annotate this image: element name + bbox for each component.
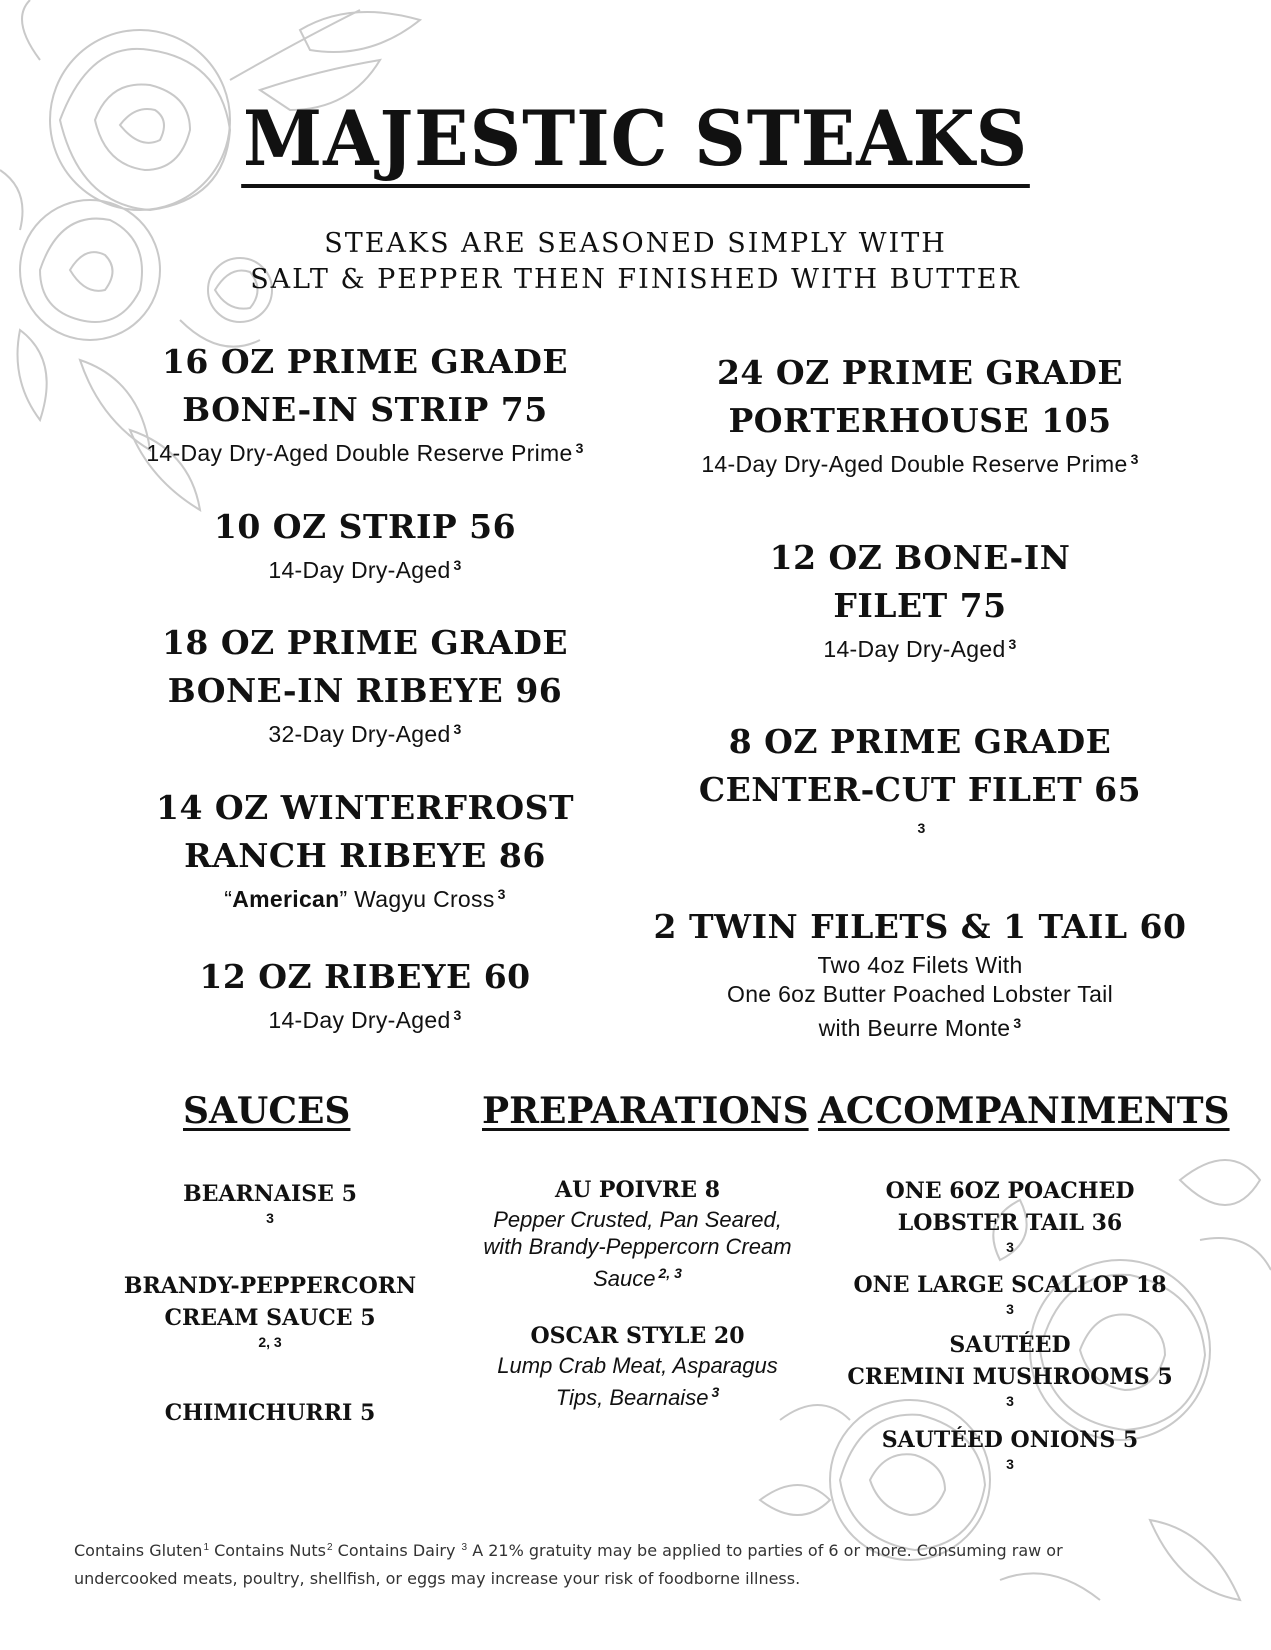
preparation-item: AU POIVRE 8 Pepper Crusted, Pan Seared, with Brandy-Peppercorn Cream Sauce $^{2, 3}$ xyxy=(483,1177,792,1291)
preparations-heading: PREPARATIONS xyxy=(482,1090,809,1132)
steak-item: 24 OZ PRIME GRADE PORTERHOUSE 105 14-Day Dry-Aged Double Reserve Prime $^3$ xyxy=(701,353,1139,477)
steak-item: 16 OZ PRIME GRADE BONE-IN STRIP 75 14-Day Dry-Aged Double Reserve Prime $^3$ xyxy=(146,342,584,466)
steak-item: 14 OZ WINTERFROST RANCH RIBEYE 86 “American” Wagyu Cross $^3$ xyxy=(155,788,575,912)
sauce-item: BEARNAISE 5 3 xyxy=(183,1181,357,1226)
accompaniment-item: ONE 6OZ POACHED LOBSTER TAIL 36 3 xyxy=(885,1178,1135,1255)
accompaniments-heading: ACCOMPANIMENTS xyxy=(818,1090,1230,1132)
steak-item: 18 OZ PRIME GRADE BONE-IN RIBEYE 96 32-Day Dry-Aged $^3$ xyxy=(161,623,569,747)
accompaniment-item: ONE LARGE SCALLOP 18 3 xyxy=(853,1272,1167,1317)
accompaniment-item: SAUTÉED CREMINI MUSHROOMS 5 3 xyxy=(847,1332,1173,1409)
steak-item: 12 OZ RIBEYE 60 14-Day Dry-Aged $^3$ xyxy=(199,957,531,1033)
seasoning-note: STEAKS ARE SEASONED SIMPLY WITH SALT & PEPPER THEN FINISHED WITH BUTTER xyxy=(250,228,1021,295)
steak-item: 8 OZ PRIME GRADE CENTER-CUT FILET 65 $^3$ xyxy=(698,722,1142,836)
sauces-heading: SAUCES xyxy=(183,1090,351,1132)
steak-item: 2 TWIN FILETS & 1 TAIL 60 Two 4oz Filets With One 6oz Butter Poached Lobster Tail with Beurre Monte $^3$ xyxy=(653,907,1187,1041)
steak-item: 10 OZ STRIP 56 14-Day Dry-Aged $^3$ xyxy=(213,507,517,583)
accompaniment-item: SAUTÉED ONIONS 5 3 xyxy=(881,1427,1139,1472)
allergen-footer: Contains Gluten$^1$ Contains Nuts$^2$ Contains Dairy $^3$ A 21% gratuity may be applied to parties of 6 or more. Consuming raw or undercooked meats, poultry, shellfish, or eggs may increase your risk of foodborne illness. xyxy=(74,1541,1063,1588)
steak-item: 12 OZ BONE-IN FILET 75 14-Day Dry-Aged $^3$ xyxy=(769,538,1071,662)
preparation-item: OSCAR STYLE 20 Lump Crab Meat, Asparagus Tips, Bearnaise $^3$ xyxy=(497,1323,778,1410)
menu-title: MAJESTIC STEAKS xyxy=(0,96,1271,188)
sauce-item: CHIMICHURRI 5 xyxy=(164,1400,376,1426)
sauce-item: BRANDY-PEPPERCORN CREAM SAUCE 5 2, 3 xyxy=(123,1273,417,1350)
